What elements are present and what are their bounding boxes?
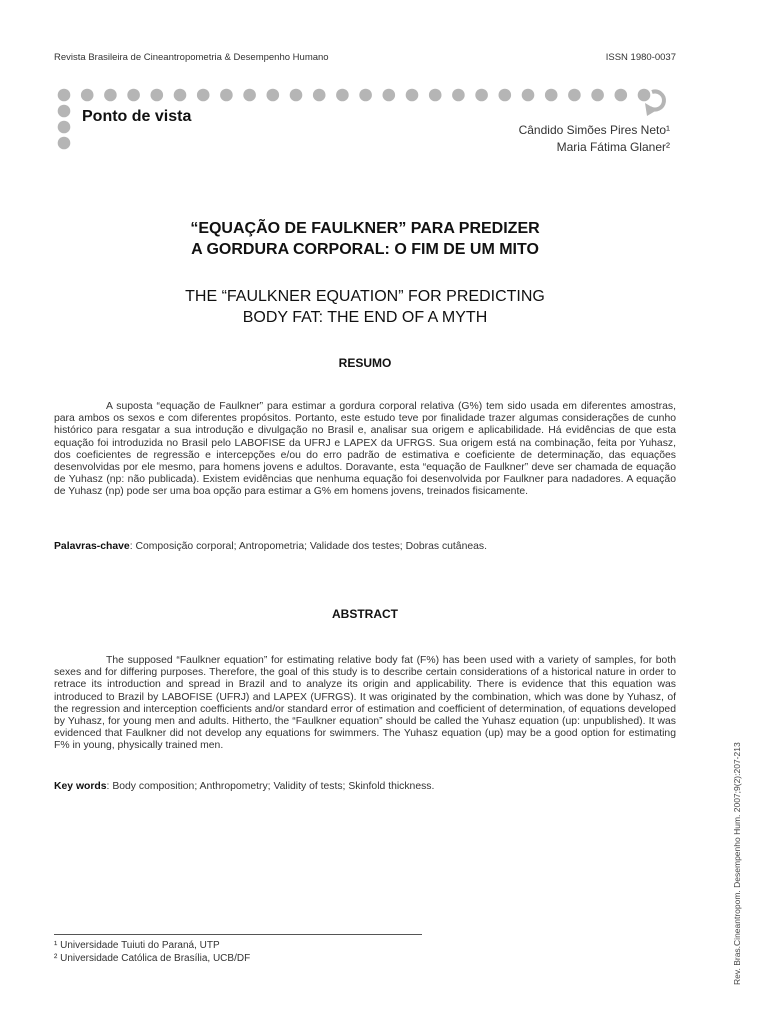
decorative-dot: [58, 105, 71, 118]
author-1: Cândido Simões Pires Neto¹: [518, 123, 670, 137]
resumo-keywords: [54, 541, 676, 552]
decorative-dot: [591, 89, 604, 102]
footnote-separator: [54, 934, 422, 935]
section-label: Ponto de vista: [82, 108, 192, 125]
keywords-label-pt: Palavras-chave: [54, 541, 130, 552]
decorative-dot: [58, 89, 71, 102]
decorative-dot: [383, 89, 396, 102]
decorative-dot: [475, 89, 488, 102]
title-en-line-1: THE “FAULKNER EQUATION” FOR PREDICTING: [185, 288, 545, 305]
footnotes: [54, 939, 250, 965]
decorative-dot: [267, 89, 280, 102]
decorative-dot: [58, 137, 71, 150]
decorative-dot: [499, 89, 512, 102]
decorative-dot: [406, 89, 419, 102]
decorative-dot: [638, 89, 651, 102]
decorative-dot: [151, 89, 164, 102]
authors: [519, 122, 670, 156]
decorative-dot: [104, 89, 117, 102]
footnote-2: ² Universidade Católica de Brasília, UCB/DF: [54, 953, 251, 964]
decorative-dot: [313, 89, 326, 102]
decorative-dot: [568, 89, 581, 102]
decorative-dot: [359, 89, 372, 102]
abstract-heading: ABSTRACT: [332, 607, 398, 621]
resumo-body: A suposta “equação de Faulkner” para estimar a gordura corporal relativa (G%) tem sido usada em diferentes amostras, para ambos os sexos e com diferentes propósitos. Portanto, este estudo teve por finalidade trazer algumas considerações de cunho histórico para resgatar a sua introdução e divulgação no Brasil e, analisar sua origem e aplicabilidade. Há evidências de que esta equação foi introduzida no Brasil pelo LABOFISE da UFRJ e LAPEX da UFRGS. Sua origem está na combinação, feita por Yuhasz, dos coeficientes de regressão e intercepções e/ou do erro padrão de estimativa e coeficiente de determinação, das equações desenvolvidas por ele mesmo, para homens jovens e adultos. Doravante, esta “equação de Faulkner” deve ser chamada de equação de Yuhasz (np: não publicada). Existem evidências que nenhuma equação foi desenvolvida por Faulkner para nadadores. A equação de Yuhasz (np) pode ser uma boa opção para estimar a G% em homens jovens, treinados fisicamente.: [54, 401, 676, 498]
decorative-dot: [58, 121, 71, 134]
decorative-dot: [545, 89, 558, 102]
decorative-dot: [243, 89, 256, 102]
decorative-dot: [220, 89, 233, 102]
decorative-dot: [290, 89, 303, 102]
abstract-body: The supposed “Faulkner equation” for estimating relative body fat (F%) has been used with a variety of samples, for both sexes and for differing purposes. Therefore, the goal of this study is to describe certain considerations of a historical nature in order to retrace its introduction and spread in Brazil and to analyze its origin and applicability. There is evidence that this equation was introduced to Brazil by LABOFISE (UFRJ) and LAPEX (UFRGS). It was originated by the combination, which was done by Yuhasz, of the regression and interception coefficients and/or standard error of estimation and coefficient of determination, of equations developed by Yuhasz, for young men and adults. Hitherto, the “Faulkner equation” should be called the Yuhasz equation (up: unpublished). It was evidenced that Faulkner did not develop any equations for swimmers. The Yuhasz equation (up) may be a good option for estimating F% in young, physically trained men.: [54, 655, 676, 752]
title-pt-line-1: “EQUAÇÃO DE FAULKNER” PARA PREDIZER: [190, 220, 540, 237]
footnote-1: ¹ Universidade Tuiuti do Paraná, UTP: [54, 940, 220, 951]
title-en-line-2: BODY FAT: THE END OF A MYTH: [242, 309, 488, 326]
author-2: Maria Fátima Glaner²: [556, 140, 670, 154]
side-citation: Rev. Bras.Cineantropom. Desempenho Hum. 2007;9(2):207-213: [732, 742, 742, 985]
keywords-pt: : Composição corporal; Antropometria; Validade dos testes; Dobras cutâneas.: [129, 541, 488, 552]
title-portuguese: [60, 218, 670, 260]
title-english: [60, 286, 670, 328]
decorative-dot: [174, 89, 187, 102]
decorative-dot: [429, 89, 442, 102]
issn: ISSN 1980-0037: [605, 52, 676, 63]
decorative-dot: [522, 89, 535, 102]
resumo-text: [54, 401, 676, 499]
title-pt-line-2: A GORDURA CORPORAL: O FIM DE UM MITO: [191, 241, 539, 258]
journal-name: Revista Brasileira de Cineantropometria & Desempenho Humano: [54, 52, 329, 63]
decorative-dot: [197, 89, 210, 102]
decorative-dot: [81, 89, 94, 102]
keywords-label-en: Key words: [54, 781, 107, 792]
abstract-text: [54, 655, 676, 753]
keywords-en: : Body composition; Anthropometry; Validity of tests; Skinfold thickness.: [106, 781, 435, 792]
abstract-keywords: [54, 781, 676, 792]
decorative-dot: [452, 89, 465, 102]
resumo-heading: RESUMO: [338, 356, 392, 370]
decorative-dot: [336, 89, 349, 102]
decorative-dot: [127, 89, 140, 102]
decorative-dot: [615, 89, 628, 102]
